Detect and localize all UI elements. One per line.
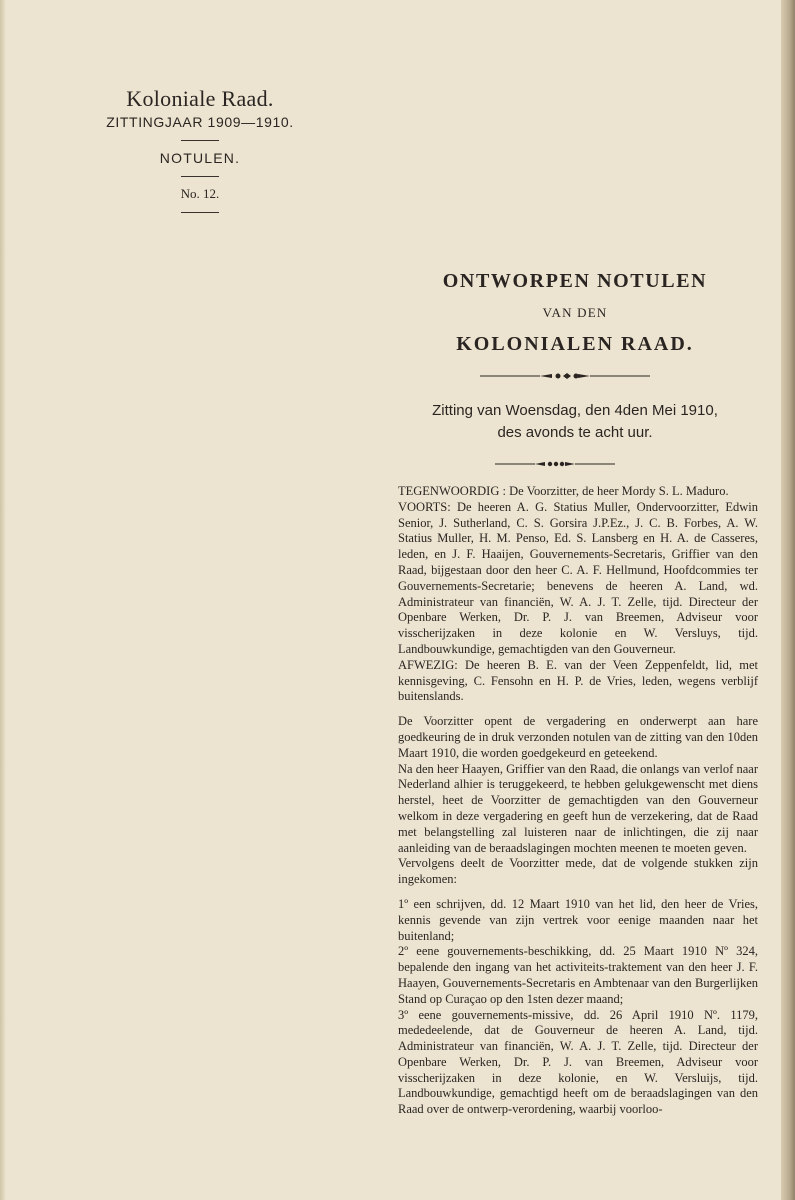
title-line-1: ONTWORPEN NOTULEN bbox=[442, 270, 708, 292]
paragraph: Vervolgens deelt de Voorzitter mede, dat de volgende stukken zijn ingekomen: bbox=[398, 856, 758, 887]
paragraph: Na den heer Haayen, Griffier van den Raad, die onlangs van verlof naar Nederland alhier is teruggekeerd, te hebben gelukgewenscht met diens herstel, heet de Voorzitter de gemachtigden van den Gouverneur welkom in deze vergadering en geeft hun de verzekering, dat de Raad met belangstelling zal luisteren naar de inlichtingen, die zij naar aanleiding van de beraadslagingen mochten meenen te moeten geven. bbox=[398, 761, 758, 855]
paragraph: De Voorzitter opent de vergadering en onderwerpt aan hare goedkeuring de in druk verzonden notulen van de zitting van den 10den Maart 1910, die worden goedgekeurd en geteekend. bbox=[398, 714, 758, 760]
list-item: 3º eene gouvernements-missive, dd. 26 April 1910 Nº. 1179, mededeelende, dat de Gouverneur de heeren A. Land, tijd. Administrateur van financiën, W. A. J. T. Zelle, tijd. Directeur der Openbare Werken, Dr. P. J. van Breemen, Adviseur voor visscherijzaken in deze kolonie, en W. Versluijs, tijd. Landbouwkundige, gemachtigd heeft om de beraadslagingen van den Raad over de ontwerp-verordening, waarbij voorloo- bbox=[398, 1007, 758, 1117]
list-item: 1º een schrijven, dd. 12 Maart 1910 van het lid, den heer de Vries, kennis gevende van zijn vertrek voor eenige maanden naar het buitenland; bbox=[398, 896, 758, 943]
session-year: ZITTINGJAAR 1909—1910. bbox=[106, 114, 294, 130]
page-edge bbox=[781, 0, 795, 1200]
meeting-date: Zitting van Woensdag, den 4den Mei 1910, bbox=[432, 402, 718, 419]
divider bbox=[181, 176, 219, 177]
list-item: 2º eene gouvernements-beschikking, dd. 25 Maart 1910 Nº 324, bepalende den ingang van het activiteits-traktement van den heer J. F. Haayen, Gouvernements-Secretaris en Ambtenaar van den Burgerlijken Stand op Curaçao op den 1sten dezer maand; bbox=[398, 944, 758, 1006]
attendance-present: TEGENWOORDIG : De Voorzitter, de heer Mordy S. L. Maduro. bbox=[398, 484, 729, 498]
ornament-divider-icon bbox=[495, 459, 615, 469]
meeting-info bbox=[400, 400, 750, 444]
divider bbox=[181, 212, 219, 213]
document-header bbox=[60, 86, 340, 222]
section-label: NOTULEN. bbox=[159, 150, 241, 166]
title-line-3: KOLONIALEN RAAD. bbox=[456, 333, 694, 355]
attendance-absent: AFWEZIG: De heeren B. E. van der Veen Zeppenfeldt, lid, met kennisgeving, C. Fensohn en H. P. de Vries, leden, wegens verblijf buitenslands. bbox=[398, 657, 758, 704]
council-title: Koloniale Raad. bbox=[126, 86, 274, 111]
minutes-body bbox=[398, 484, 758, 1118]
attendance-also: VOORTS: De heeren A. G. Statius Muller, Ondervoorzitter, Edwin Senior, J. Sutherland, C. S. Gorsira J.P.Ez., J. C. B. Forbes, A. W. Statius Muller, H. M. Penso, Ed. S. Lansberg en H. A. de Casseres, leden, en J. F. Haaijen, Gouvernements-Secretaris, Griffier van den Raad, bijgestaan door den heer C. A. F. Hellmund, Hoofdcommies ter Gouvernements-Secretarie; benevens de heeren A. Land, wd. Administrateur van financiën, W. A. J. T. Zelle, tijd. Directeur der Openbare Werken, Dr. P. J. van Breemen, Adviseur voor visscherijzaken in deze kolonie en W. Versluys, tijd. Landbouwkundige, gemachtigden van den Gouverneur. bbox=[398, 499, 758, 656]
title-line-2: VAN DEN bbox=[542, 305, 608, 320]
divider bbox=[181, 140, 219, 141]
issue-number: No. 12. bbox=[180, 186, 220, 201]
document-title bbox=[400, 270, 750, 356]
meeting-time: des avonds te acht uur. bbox=[497, 424, 653, 441]
page-binding bbox=[0, 0, 6, 1200]
ornament-divider-icon bbox=[480, 371, 650, 381]
